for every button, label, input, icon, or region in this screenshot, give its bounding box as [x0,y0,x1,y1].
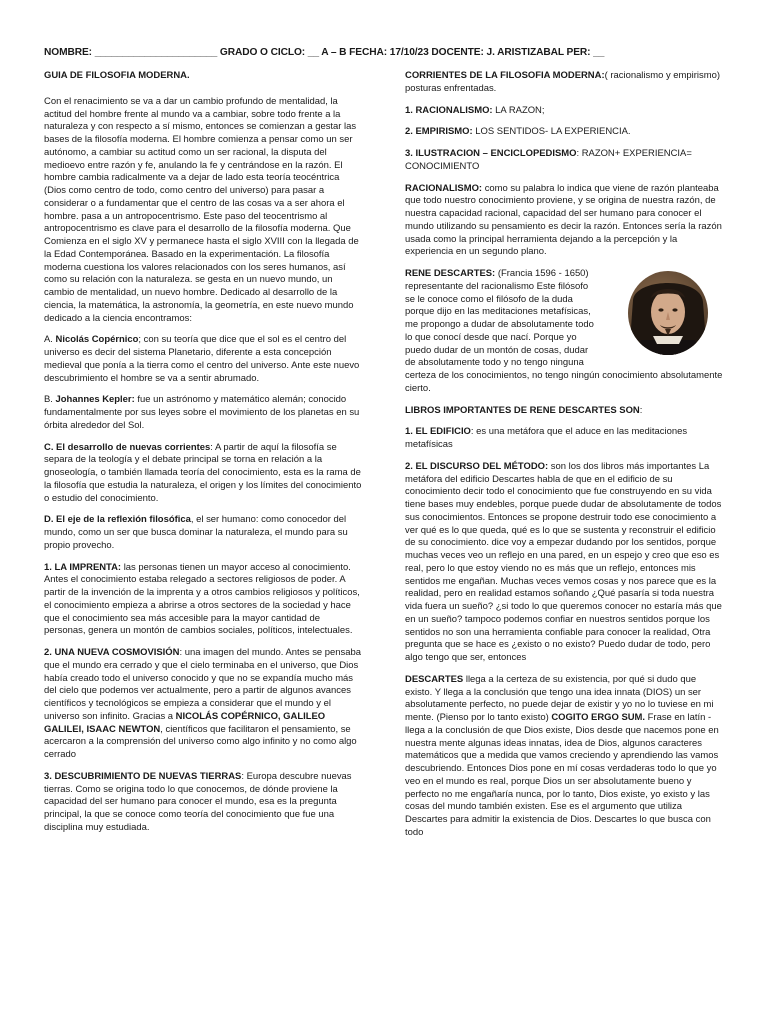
libros-label: LIBROS IMPORTANTES DE RENE DESCARTES SON [405,404,640,416]
item-d-paragraph [44,514,362,552]
item-c-label: C. El desarrollo de nuevas corrientes [44,441,211,453]
item-b-text: fue un astrónomo y matemático alemán; conocido fundamentalmente por sus leyes sobre el movimiento de los planetas en su órbita alrededor del Sol. [44,394,360,431]
item-b-label: Johannes Kepler: [55,394,135,406]
descartes-text: (Francia 1596 - 1650) representante del racionalismo Este filósofo se le conoce como el filósofo de la duda porque dijo en las meditaciones metafísicas, me propongo a dudar de absolutamente todo lo que conocí desde que nací. Porque yo puedo dudar de un montón de cosas, dudar de absolutamente todo y no tengo ninguna certeza de los conocimientos, no tengo ningún conocimiento absolutamente cierto. [405,268,723,394]
libro-2-text: son los dos libros más importantes La metáfora del edificio Descartes habla de que en el edificio de su conocimiento decir todo el conocimiento que fue construyendo en su vida tiene bases muy endebles, porque puede dudar de absolutamente de todos sus conocimientos. Entonces se propone destruir todo ese conocimiento a ver qué es lo que queda, qué es lo que se sustenta y reconstruir el edificio de su conocimiento. dice voy a empezar dudando por los sentidos, porque muchas veces veo un reflejo en una pared, en un espejo y creo que eso es real, pero lo que estoy viendo no es más que un reflejo, entonces mis sentidos me engañan. Muchas veces vemos cosas y nos parece que es la realidad, pero en realidad estamos soñando ¿Qué pasaría si toda nuestra vida fuera un sueño? ¿si todo lo que queremos conocer no estaría más que en un sueño? tampoco podemos confiar en nuestros sentidos porque los sentidos no son una herramienta confiable para conocer la realidad, Otra pregunta que se hace es ¿existo o no existo? Puedo dudar de todo, pero algo tengo que ser, entonces [405,460,722,663]
libros-heading [405,405,723,418]
point-3-paragraph [44,771,362,835]
descartes-portrait [601,270,723,356]
racionalismo-def-text: como su palabra lo indica que viene de razón planteaba que todo nuestro conocimiento proviene, y se origina de nuestra razón, de nuestra capacidad racional, capacidad del ser humano para conocer el mundo utilizando su pensamiento es decir la razón. Entonces sería la razón usada como la principal herramienta dejando a la percepción y la experiencia en un segundo plano. [405,182,722,258]
point-2-label: 2. UNA NUEVA COSMOVISIÓN [44,647,180,658]
point-1-label: 1. LA IMPRENTA: [44,561,122,573]
racionalismo-def-label: RACIONALISMO: [405,182,483,194]
libro-1-label: 1. EL EDIFICIO [405,426,471,438]
descartes-conclusion-label: DESCARTES [405,673,464,685]
item-a-prefix: A. [44,334,56,346]
portrait-image [601,270,723,356]
intro-paragraph: Con el renacimiento se va a dar un cambio profundo de mentalidad, la actitud del hombre frente al mundo va a cambiar, sobre todo frente a la naturaleza y con respecto a sí mismo, entonces se comienzan a gestar las bases de la filosofía moderna. El hombre comienza a pensar como un ser autónomo, a cambiar su actitud como un ser racional, la disputa del medioevo entre razón y fe, anulando la fe y centrándose en la razón. El hombre cambia radicalmente va a dejar de lado esta teoría teocéntrica (Dios como centro de todo, como centro del universo) para pasar a considerar o a fundamentar que el centro de las cosas va a ser ahora el hombre. pasa a un antropocentrismo. Este paso del teocentrismo al antropocentrismo es clave para el desarrollo de la filosofía moderna. Que Comienza en el siglo XV y permanece hasta el siglo XVIII con la llegada de la Edad Contemporánea. Basado en la experimentación. La filosofía moderna cuestiona los valores relacionados con los seres humanos, así como su relación con la naturaleza. se gesta en un nuevo mundo, un cambio de mentalidad, un nuevo hombre. Dedicado al desarrollo de la ciencia, la matemática, la astronomía, la geometría, en este nuevo mundo dedicado a la ciencia encontramos: [44,95,359,324]
item-a-paragraph [44,334,362,385]
right-column [405,70,723,849]
descartes-conclusion-paragraph [405,674,723,840]
point-3-text: : Europa descubre nuevas tierras. Como se origina todo lo que conocemos, de dónde proviene la capacidad del ser humano para conocer el mundo, esa es la pregunta principal, la que se conoce como teoría del conocimiento que fue una disciplina muy estudiada. [44,770,352,833]
descartes-bio-paragraph [405,268,723,396]
point-2-paragraph [44,647,362,762]
ilustracion-text: : RAZON+ EXPERIENCIA= CONOCIMIENTO [405,148,692,172]
empirismo-text: LOS SENTIDOS- LA EXPERIENCIA. [472,126,631,138]
racionalismo-label: 1. RACIONALISMO: [405,104,493,116]
empirismo-line [405,126,723,139]
point-3-label: 3. DESCUBRIMIENTO DE NUEVAS TIERRAS [44,770,242,782]
item-b-paragraph [44,394,362,432]
worksheet-header: NOMBRE: ______________________ GRADO O CICLO: __ A – B FECHA: 17/10/23 DOCENTE: J. ARISTIZABAL PER: __ [44,47,605,58]
corrientes-paragraph [405,70,723,96]
racionalismo-line [405,105,723,118]
descartes-conclusion-text: llega a la certeza de su existencia, por qué si dudo que existo. Y llega a la conclusión que tengo una idea innata (DIOS) un ser absolutamente perfecto, no puede dejar de existir y yo no lo tuviese en mi mente. (Pienso por lo tanto existo) [405,673,714,723]
item-b-prefix: B. [44,394,56,406]
empirismo-label: 2. EMPIRISMO: [405,126,473,138]
ilustracion-label: 3. ILUSTRACION – ENCICLOPEDISMO [405,148,577,159]
item-a-text: ; con su teoría que dice que el sol es el centro del universo es decir del sistema Planetario, diferente a esta concepción medieval que ponía a la tierra como el centro del universo. Ante este nuevo descubrimiento el hombre se va a sentir abrumado. [44,334,360,384]
descartes-label: RENE DESCARTES: [405,268,496,279]
libro-1-text: : es una metáfora que el aduce en las meditaciones metafísicas [405,426,688,450]
libros-colon: : [639,404,643,416]
item-d-label: D. El eje de la reflexión filosófica [44,514,191,526]
item-c-paragraph [44,442,362,506]
corrientes-text: ( racionalismo y empirismo) posturas enfrentadas. [405,70,720,94]
point-1-text: las personas tienen un mayor acceso al conocimiento. Antes el conocimiento estaba relegado a sectores religiosos de poder. A partir de la invención de la imprenta y a otros cambios religiosos y políticos, el conocimiento empieza a abrirse a otros sectores de la sociedad y hace que el conocimiento sea más accesible para la mayor cantidad de personas, genera un montón de cambios sociales, políticos, intelectuales. [44,561,360,637]
racionalismo-paragraph [405,183,723,260]
ilustracion-line [405,148,723,174]
left-column [44,70,362,844]
item-c-text: : A partir de aquí la filosofía se separa de la teología y el debate principal se torna en relación a la gnoseología, o también llamada teoría del conocimiento, esta es la rama de la filosofía que estudia la naturaleza, el origen y los límites del conocimiento o estudio del conocimiento. [44,441,362,504]
point-2-text: : una imagen del mundo. Antes se pensaba que el mundo era cerrado y que el cielo terminaba en el universo, que Dios había creado todo el universo conocido y que no se expandía mucho más del cielo que podemos ver actualmente, pero a partir de algunos avances científicos y tecnológicos se empieza a considerar que el mundo y el universo son infinito. Gracias a [44,647,362,722]
cogito-phrase: COGITO ERGO SUM. [551,712,646,723]
item-a-label: Nicolás Copérnico [55,334,139,346]
racionalismo-text: LA RAZON; [492,104,545,116]
libro-2-label: 2. EL DISCURSO DEL MÉTODO: [405,460,549,472]
libro-2-paragraph [405,461,723,665]
libro-1-paragraph [405,426,723,452]
corrientes-label: CORRIENTES DE LA FILOSOFIA MODERNA: [405,70,605,81]
point-2-text-end: , científicos que facilitaron el pensamiento, se acercaron a la comprensión del universo como algo infinito y no como algo cerrado [44,723,357,760]
descartes-conclusion-text-end: Frase en latín - llega a la conclusión de que Dios existe, Dios desde que nacemos pone en nuestra mente algunas ideas innatas, idea de Dios, algunos caracteres matemáticos que a medida que vamos creciendo y aprendiendo las vamos descubriendo. Entonces Dios pone en mí cosas verdaderas todo lo que yo veo en el mundo es real, porque Dios un ser absolutamente bueno y perfecto no me engañaría nunca, por lo tanto, Dios existe, yo existo y las cosas del mundo también existen. Ese es el argumento que utiliza Descartes para admitir la existencia de Dios. Descartes lo que busca con todo [405,712,719,838]
item-d-text: , el ser humano: como conocedor del mundo, como un ser que busca dominar la naturaleza, el mundo para su propio provecho. [44,514,348,551]
point-2-names: NICOLÁS COPÉRNICO, GALILEO GALILEI, ISAAC NEWTON [44,710,326,735]
point-1-paragraph [44,562,362,639]
guide-title: GUIA DE FILOSOFIA MODERNA. [44,70,190,81]
